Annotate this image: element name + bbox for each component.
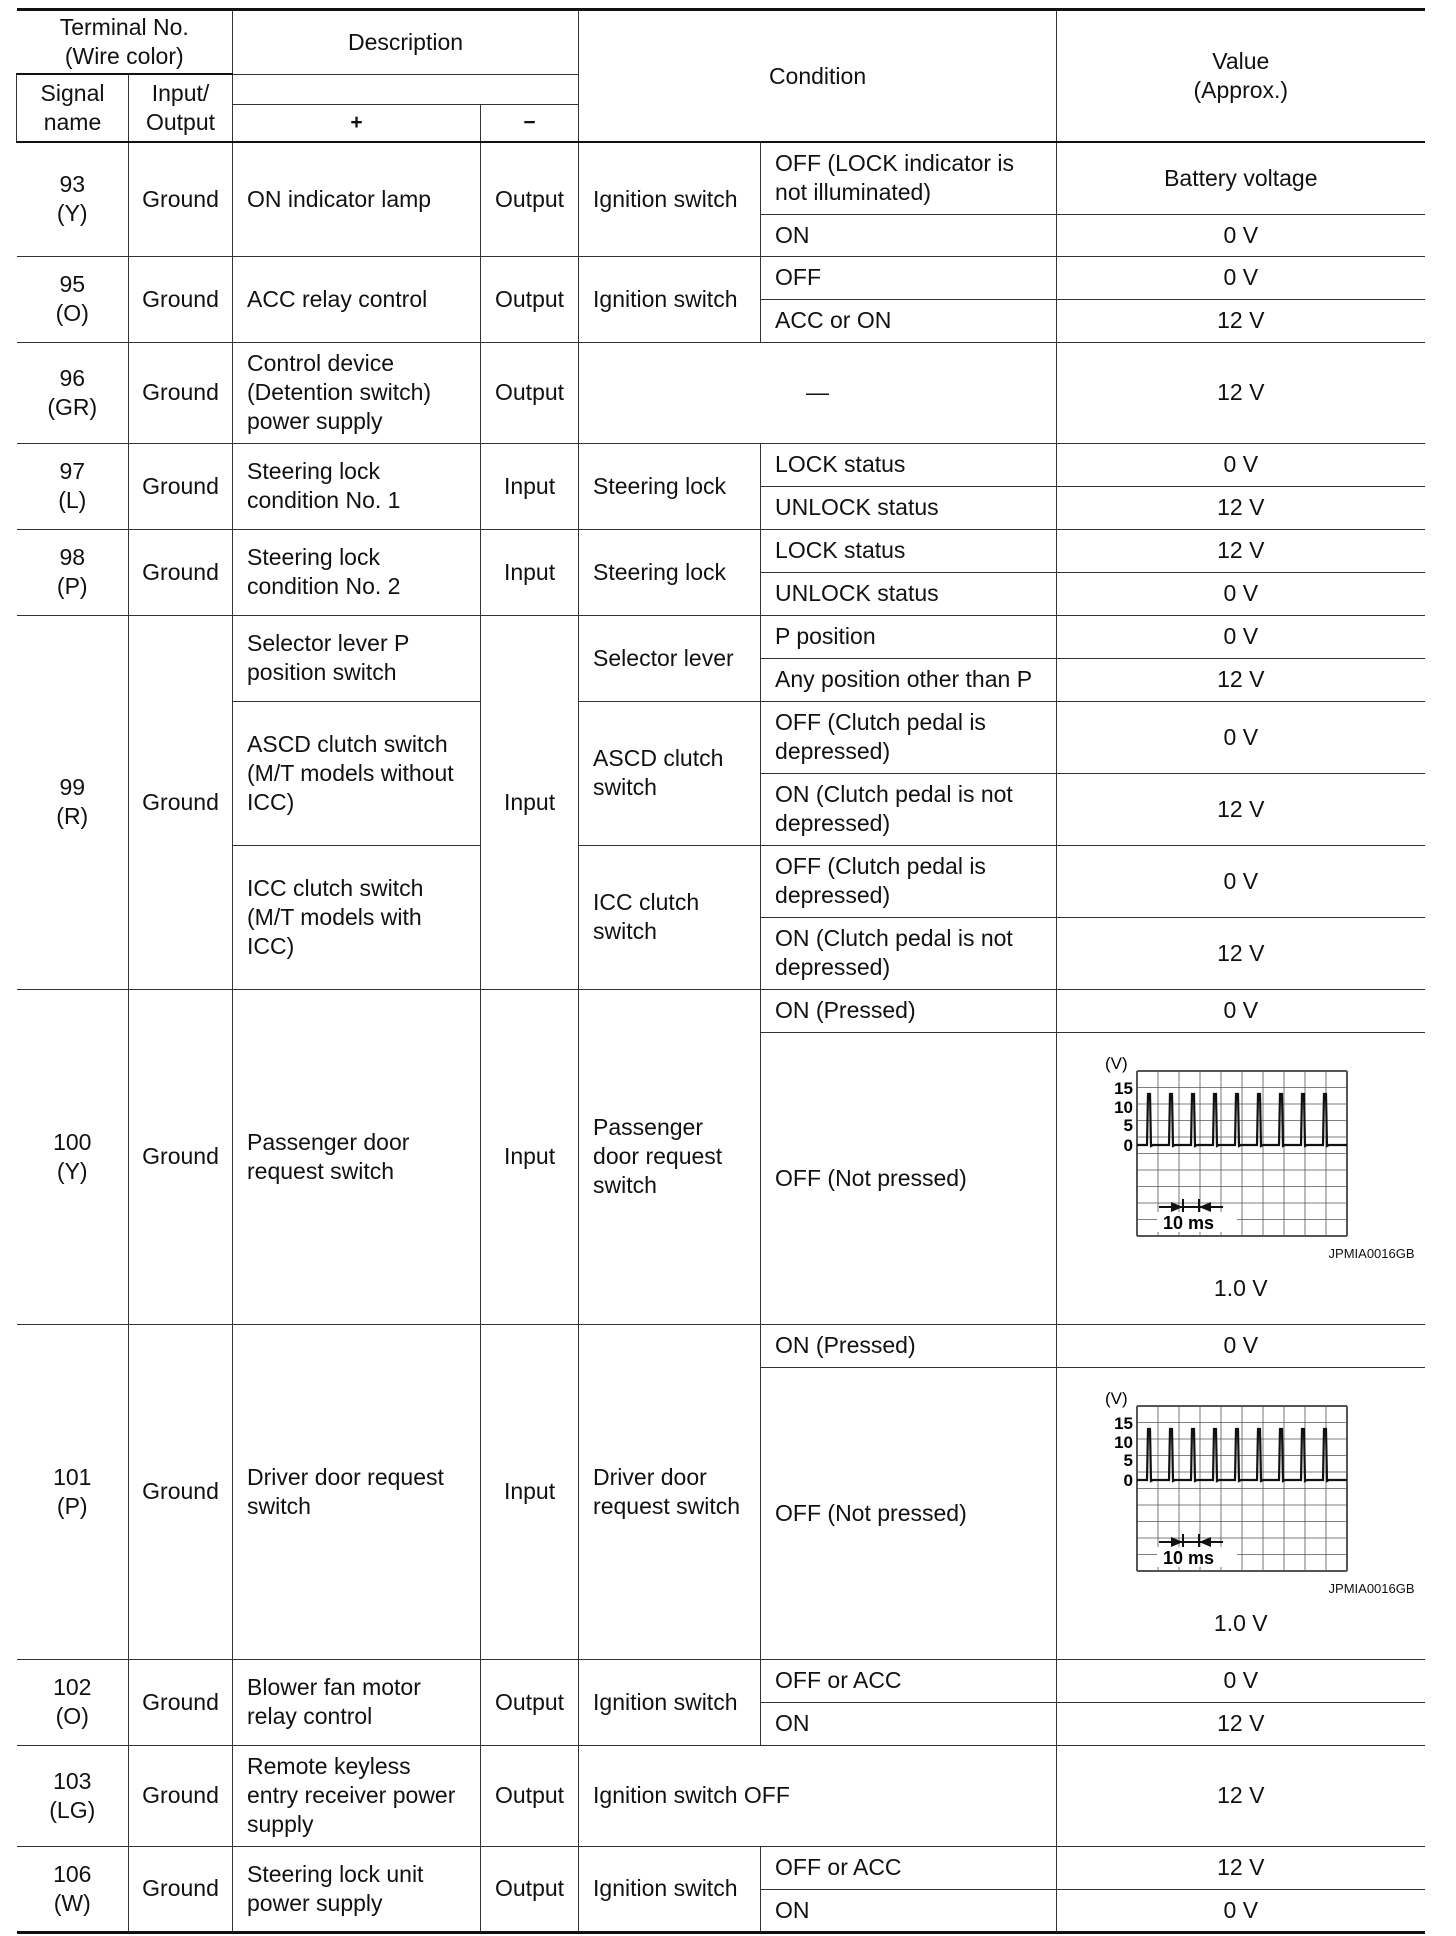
signal-name: ICC clutch switch (M/T models with ICC) [233, 845, 481, 989]
terminal-cell [17, 342, 129, 443]
table-row [17, 1846, 1425, 1889]
condition-state: OFF [761, 256, 1057, 299]
value-cell: 0 V [1057, 214, 1425, 256]
figure-code: JPMIA0016GB [1328, 1246, 1415, 1261]
wire-color: (O) [55, 300, 89, 326]
table-row [17, 529, 1425, 572]
y-tick-label: 5 [1123, 1451, 1134, 1470]
condition-cell: Ignition switch [579, 142, 761, 256]
signal-name: Blower fan motor relay control [233, 1659, 481, 1745]
ground-cell: Ground [129, 529, 233, 615]
condition-cell: ASCD clutch switch [579, 701, 761, 845]
ground-cell: Ground [129, 342, 233, 443]
table-row [17, 256, 1425, 299]
header-wire-color-label: (Wire color) [64, 43, 184, 69]
header-input-output [129, 74, 233, 142]
io-cell: Output [481, 1846, 579, 1932]
terminal-number: 99 [59, 774, 86, 800]
y-tick-label: 0 [1123, 1136, 1134, 1155]
header-io-line1: Input/ [151, 80, 210, 106]
condition-cell: Steering lock [579, 443, 761, 529]
signal-name: Remote keyless entry receiver power supply [233, 1745, 481, 1846]
terminal-cell [17, 529, 129, 615]
terminal-number: 101 [53, 1463, 92, 1490]
table-row [17, 1659, 1425, 1702]
oscilloscope-waveform [1105, 1057, 1355, 1237]
terminal-number: 97 [59, 458, 86, 484]
condition-state: OFF (LOCK indicator is not illuminated) [761, 142, 1057, 214]
condition-cell: ICC clutch switch [579, 845, 761, 989]
condition-state: OFF (Not pressed) [761, 1367, 1057, 1659]
wire-color: (O) [55, 1703, 89, 1729]
value-cell: 1.0 V [1213, 1275, 1268, 1301]
terminal-number: 102 [53, 1674, 92, 1700]
figure-code: JPMIA0016GB [1328, 1581, 1415, 1596]
io-cell: Output [481, 1659, 579, 1745]
table-row [17, 443, 1425, 486]
condition-cell: Passenger door request switch [579, 989, 761, 1324]
io-cell: Input [481, 529, 579, 615]
wire-color: (Y) [56, 200, 88, 227]
io-cell: Input [481, 989, 579, 1324]
terminal-number: 103 [53, 1767, 92, 1794]
terminal-cell [17, 142, 129, 256]
wire-color: (GR) [47, 393, 98, 420]
io-cell: Input [481, 443, 579, 529]
terminal-cell [17, 615, 129, 989]
arrow-right-icon [1171, 1202, 1183, 1212]
header-description: Description [233, 10, 579, 75]
ground-cell: Ground [129, 1745, 233, 1846]
condition-state: UNLOCK status [761, 486, 1057, 529]
condition-state: Any position other than P [761, 658, 1057, 701]
value-cell: 0 V [1057, 615, 1425, 658]
condition-state: OFF or ACC [761, 1846, 1057, 1889]
condition-state: ON [761, 1702, 1057, 1745]
table-row [17, 1324, 1425, 1367]
terminal-cell [17, 1324, 129, 1659]
condition-cell: Ignition switch [579, 1659, 761, 1745]
y-tick-label: 10 [1114, 1098, 1134, 1117]
value-cell: 1.0 V [1213, 1610, 1268, 1636]
signal-name: Passenger door request switch [233, 989, 481, 1324]
table-row [17, 989, 1425, 1032]
value-cell: 12 V [1057, 342, 1425, 443]
condition-cell: Ignition switch OFF [579, 1745, 1057, 1846]
signal-name: Steering lock condition No. 1 [233, 443, 481, 529]
value-cell: 0 V [1057, 443, 1425, 486]
terminal-number: 93 [59, 171, 86, 198]
terminal-cell [17, 989, 129, 1324]
wire-color: (R) [56, 803, 89, 829]
wire-color: (P) [56, 573, 88, 599]
ground-cell: Ground [129, 615, 233, 989]
terminal-cell [17, 1745, 129, 1846]
header-approx-label: (Approx.) [1193, 77, 1289, 103]
y-tick-label: 15 [1114, 1414, 1134, 1433]
waveform-cell [1057, 1367, 1425, 1659]
value-cell: 0 V [1057, 1659, 1425, 1702]
wire-color: (P) [56, 1492, 88, 1519]
value-cell: 12 V [1057, 658, 1425, 701]
oscilloscope-waveform [1105, 1392, 1355, 1572]
value-cell: 12 V [1057, 917, 1425, 989]
value-cell: 12 V [1057, 486, 1425, 529]
ground-cell: Ground [129, 1659, 233, 1745]
header-condition: Condition [579, 10, 1057, 143]
condition-state: LOCK status [761, 529, 1057, 572]
ground-cell: Ground [129, 989, 233, 1324]
signal-name: Selector lever P position switch [233, 615, 481, 701]
signal-name: Control device (Detention switch) power supply [233, 342, 481, 443]
condition-state: LOCK status [761, 443, 1057, 486]
io-cell: Output [481, 142, 579, 256]
signal-name: ASCD clutch switch (M/T models without ICC) [233, 701, 481, 845]
table-row [17, 615, 1425, 658]
ground-cell: Ground [129, 1324, 233, 1659]
value-cell: 0 V [1057, 1324, 1425, 1367]
value-cell: 12 V [1057, 529, 1425, 572]
io-cell: Output [481, 256, 579, 342]
condition-state: ON (Pressed) [761, 989, 1057, 1032]
table-row [17, 142, 1425, 214]
value-cell: 0 V [1057, 572, 1425, 615]
time-base-label: 10 ms [1163, 1548, 1215, 1568]
arrow-left-icon [1199, 1537, 1211, 1547]
wire-color: (L) [58, 487, 87, 513]
value-cell: 12 V [1057, 1702, 1425, 1745]
terminal-spec-table-wrapper [16, 8, 1424, 1934]
terminal-cell [17, 256, 129, 342]
value-cell: 0 V [1057, 256, 1425, 299]
ground-cell: Ground [129, 1846, 233, 1932]
value-cell: 12 V [1057, 1745, 1425, 1846]
y-unit-label: (V) [1105, 1057, 1128, 1073]
condition-state: ON [761, 214, 1057, 256]
io-cell: Output [481, 342, 579, 443]
signal-name: Driver door request switch [233, 1324, 481, 1659]
terminal-number: 106 [53, 1860, 92, 1887]
condition-state: ON [761, 1889, 1057, 1932]
condition-state: OFF (Not pressed) [761, 1032, 1057, 1324]
condition-state: ACC or ON [761, 299, 1057, 342]
terminal-cell [17, 443, 129, 529]
signal-name: Steering lock unit power supply [233, 1846, 481, 1932]
value-cell: 12 V [1057, 773, 1425, 845]
condition-state: UNLOCK status [761, 572, 1057, 615]
condition-state: ON (Clutch pedal is not depressed) [761, 773, 1057, 845]
terminal-number: 96 [59, 364, 86, 391]
io-cell: Input [481, 1324, 579, 1659]
value-cell: 0 V [1057, 845, 1425, 917]
io-cell: Input [481, 615, 579, 989]
y-tick-label: 5 [1123, 1116, 1134, 1135]
time-base-label: 10 ms [1163, 1213, 1215, 1233]
terminal-cell [17, 1846, 129, 1932]
header-terminal-label: Terminal No. [59, 14, 189, 40]
terminal-spec-table [16, 8, 1425, 1934]
value-cell: 12 V [1057, 299, 1425, 342]
arrow-right-icon [1171, 1537, 1183, 1547]
y-tick-label: 0 [1123, 1471, 1134, 1490]
header-signal-name: Signal name [17, 74, 129, 142]
condition-cell: — [579, 342, 1057, 443]
waveform-cell [1057, 1032, 1425, 1324]
condition-cell: Selector lever [579, 615, 761, 701]
signal-name: ACC relay control [233, 256, 481, 342]
condition-cell: Ignition switch [579, 256, 761, 342]
terminal-number: 98 [59, 544, 86, 570]
terminal-cell [17, 1659, 129, 1745]
io-cell: Output [481, 1745, 579, 1846]
header-value [1057, 10, 1425, 143]
header-value-label: Value [1212, 48, 1270, 74]
y-unit-label: (V) [1105, 1392, 1128, 1408]
value-cell: 12 V [1057, 1846, 1425, 1889]
condition-state: OFF (Clutch pedal is depressed) [761, 701, 1057, 773]
value-cell: 0 V [1057, 1889, 1425, 1932]
condition-state: OFF (Clutch pedal is depressed) [761, 845, 1057, 917]
y-tick-label: 10 [1114, 1433, 1134, 1452]
condition-cell: Ignition switch [579, 1846, 761, 1932]
condition-cell: Driver door request switch [579, 1324, 761, 1659]
value-cell: 0 V [1057, 701, 1425, 773]
wire-color: (Y) [56, 1157, 88, 1184]
y-tick-label: 15 [1114, 1079, 1134, 1098]
condition-state: OFF or ACC [761, 1659, 1057, 1702]
condition-state: P position [761, 615, 1057, 658]
header-terminal-no [17, 10, 233, 75]
wire-color: (W) [53, 1889, 91, 1916]
header-minus: − [481, 104, 579, 142]
value-cell: Battery voltage [1057, 142, 1425, 214]
value-cell: 0 V [1057, 989, 1425, 1032]
signal-name: Steering lock condition No. 2 [233, 529, 481, 615]
signal-name: ON indicator lamp [233, 142, 481, 256]
ground-cell: Ground [129, 142, 233, 256]
ground-cell: Ground [129, 256, 233, 342]
condition-state: ON (Pressed) [761, 1324, 1057, 1367]
header-io-line2: Output [145, 109, 216, 135]
terminal-number: 100 [53, 1128, 92, 1155]
header-plus: + [233, 104, 481, 142]
condition-state: ON (Clutch pedal is not depressed) [761, 917, 1057, 989]
wire-color: (LG) [49, 1796, 96, 1823]
terminal-number: 95 [59, 271, 86, 297]
table-row [17, 342, 1425, 443]
arrow-left-icon [1199, 1202, 1211, 1212]
table-row [17, 1745, 1425, 1846]
ground-cell: Ground [129, 443, 233, 529]
condition-cell: Steering lock [579, 529, 761, 615]
